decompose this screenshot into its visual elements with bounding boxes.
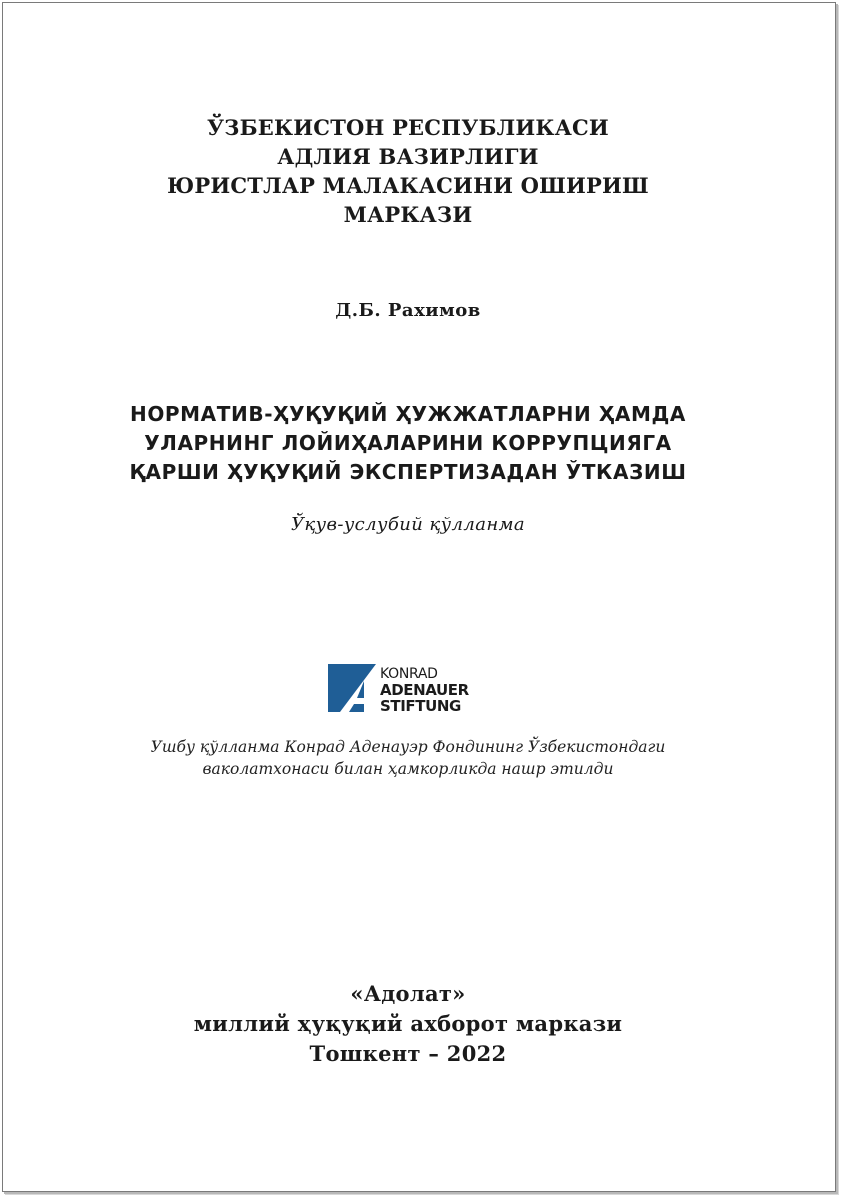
note-line-1: Ушбу қўлланма Конрад Аденауэр Фондининг Ўзбекистондаги <box>150 738 666 756</box>
note-line-2: ваколатхонаси билан ҳамкорликда нашр этилди <box>202 760 614 778</box>
org-line-3: ЮРИСТЛАР МАЛАКАСИНИ ОШИРИШ <box>167 173 649 198</box>
title-line-2: УЛАРНИНГ ЛОЙИҲАЛАРИНИ КОРРУПЦИЯГА <box>144 431 672 455</box>
konrad-adenauer-logo <box>328 664 488 716</box>
organization-header <box>3 113 813 229</box>
publication-note <box>3 736 813 780</box>
book-subtitle: Ўқув-услубий қўлланма <box>290 514 526 535</box>
kas-logo-icon <box>328 664 376 712</box>
logo-text-konrad: KONRAD <box>380 666 438 682</box>
logo-text-adenauer: ADENAUER <box>380 681 469 699</box>
title-line-1: НОРМАТИВ-ҲУҚУҚИЙ ҲУЖЖАТЛАРНИ ҲАМДА <box>129 402 686 426</box>
publisher-info <box>3 979 813 1069</box>
book-title <box>3 400 813 487</box>
publication-place-year: Тошкент – 2022 <box>309 1041 507 1066</box>
title-line-3: ҚАРШИ ҲУҚУҚИЙ ЭКСПЕРТИЗАДАН ЎТКАЗИШ <box>129 460 687 484</box>
org-line-1: ЎЗБЕКИСТОН РЕСПУБЛИКАСИ <box>207 115 609 140</box>
publisher-name: «Адолат» <box>350 981 466 1006</box>
org-line-4: МАРКАЗИ <box>343 202 473 227</box>
document-page <box>2 2 836 1192</box>
logo-text-stiftung: STIFTUNG <box>380 697 461 715</box>
author-name: Д.Б. Рахимов <box>335 300 481 321</box>
publisher-description: миллий ҳуқуқий ахборот маркази <box>193 1011 623 1036</box>
org-line-2: АДЛИЯ ВАЗИРЛИГИ <box>277 144 539 169</box>
logo-wordmark <box>380 666 469 714</box>
